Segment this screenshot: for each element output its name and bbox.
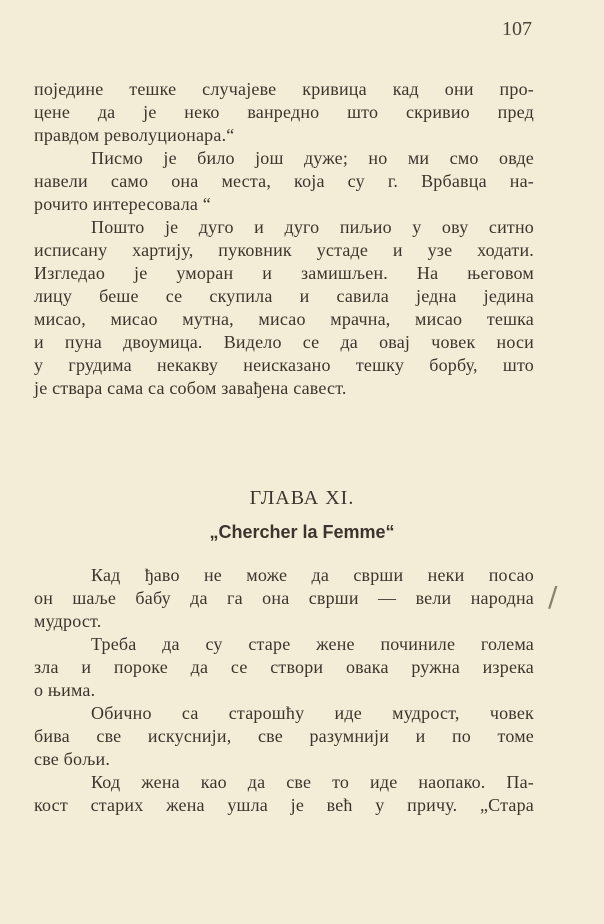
text-line: зла и пороке да се створи овака ружна изрека [34,657,534,677]
text-line: бива све искуснији, све разумнији и по томе [34,726,534,746]
text-line: Обично са старошћу иде мудрост, човек [91,703,534,723]
text-line: навели само она места, која су г. Врбавца на- [34,171,534,191]
text-line: цене да је неко ванредно што скривио пред [34,102,534,122]
text-line: Пошто је дуго и дуго пиљио у ову ситно [91,217,534,237]
chapter-subtitle: „Chercher la Femme“ [209,522,395,542]
page-number: 107 [502,18,532,40]
text-line: мудрост. [34,611,102,631]
text-line: рочито интересовала “ [34,194,211,214]
text-line: исписану хартију, пуковник устаде и узе ходати. [34,240,534,260]
paragraph-block-top [34,78,534,400]
text-line: све бољи. [34,749,111,769]
text-line: лицу беше се скупила и савила једна једина [34,286,534,306]
chapter-title: ГЛАВА XI. [249,487,355,509]
text-line: Кад ђаво не може да сврши неки посао [91,565,534,585]
text-line: је ствара сама са собом завађена савест. [34,378,347,398]
text-line: Код жена као да све то иде наопако. Па- [91,772,534,792]
paragraph-block-bottom [34,564,534,817]
text-line: о њима. [34,680,96,700]
text-line: мисао, мисао мутна, мисао мрачна, мисао тешка [34,309,534,329]
text-line: кост старих жена ушла је већ у причу. „Стара [34,795,534,815]
text-line: правдом револуционара.“ [34,125,235,145]
text-line: у грудима некакву неисказано тешку борбу, што [34,355,534,375]
text-line: поједине тешке случајеве кривица кад они про- [34,79,534,99]
text-line: и пуна двоумица. Видело се да овај човек носи [34,332,534,352]
text-line: он шаље бабу да га она сврши — вели народна [34,588,534,608]
text-line: Изгледао је уморан и замишљен. На његовом [34,263,534,283]
text-line: Треба да су старе жене починиле голема [91,634,534,654]
margin-pencil-mark: / [548,580,558,613]
text-line: Писмо је било још дуже; но ми смо овде [91,148,534,168]
